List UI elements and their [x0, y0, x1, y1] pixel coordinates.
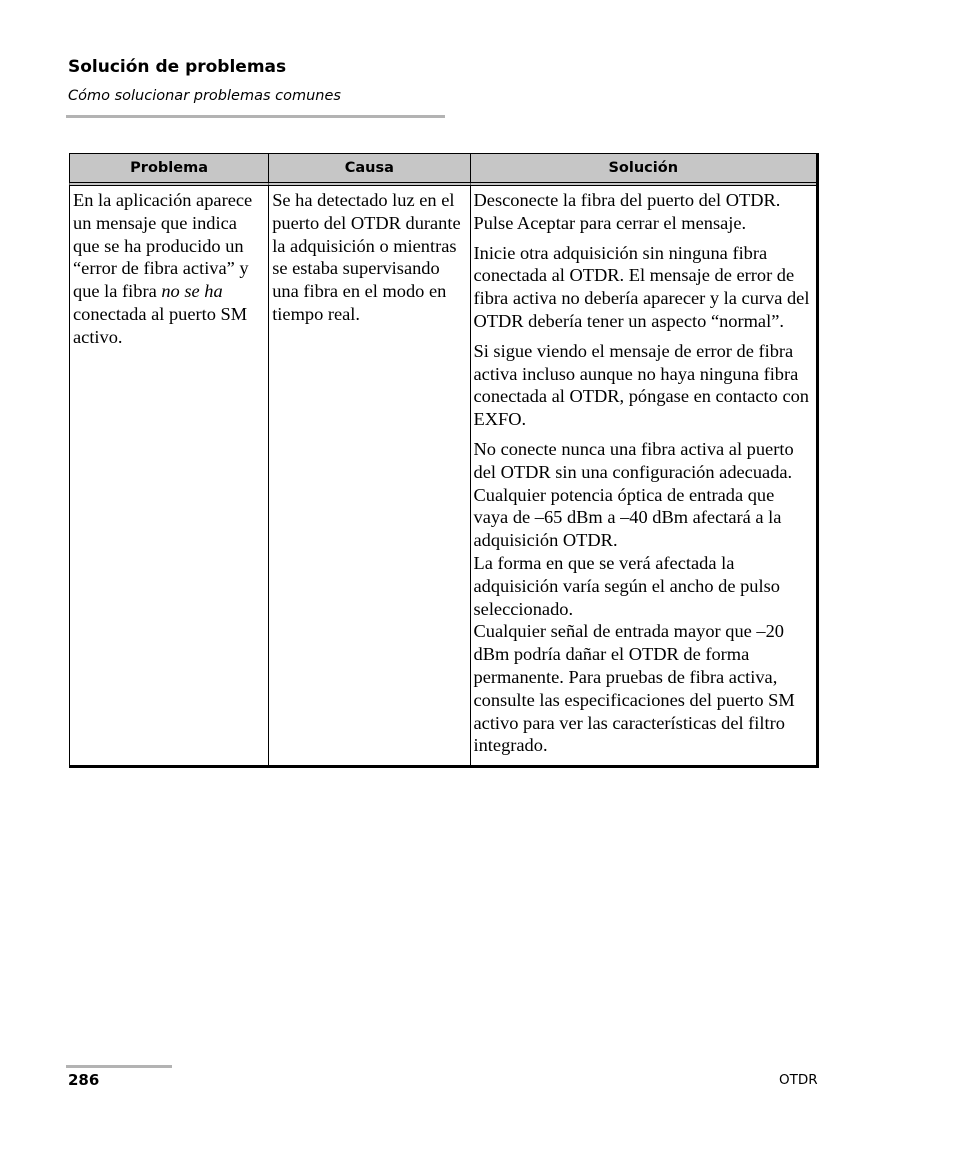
- header-solution: Solución: [470, 153, 817, 186]
- cause-cell: [268, 186, 469, 765]
- document-name: OTDR: [779, 1072, 818, 1088]
- section-subtitle: Cómo solucionar problemas comunes: [68, 88, 341, 104]
- solution-paragraph-4: [474, 438, 814, 757]
- solution-paragraph-1: Desconecte la fibra del puerto del OTDR. Pulse Aceptar para cerrar el mensaje.: [473, 190, 781, 233]
- solution-paragraph-3: Si sigue viendo el mensaje de error de fibra activa incluso aunque no haya ninguna fibra conectada al OTDR, póngase en contacto con EXFO.: [473, 340, 809, 430]
- cause-text: Se ha detectado luz en el puerto del OTDR durante la adquisición o mientras se estaba supervisando una fibra en el modo en tiempo real.: [272, 190, 461, 324]
- solution-warning-line: Cualquier señal de entrada mayor que –20 dBm podría dañar el OTDR de forma permanente. Para pruebas de fibra activa, consulte las especificaciones del puerto SM activo para ver las características del filtro integrado.: [473, 621, 795, 756]
- section-title: Solución de problemas: [68, 57, 287, 77]
- header-rule: [66, 115, 445, 118]
- header-problem: Problema: [69, 153, 268, 186]
- problem-text-emphasis: no se ha: [161, 281, 223, 302]
- solution-warning-line: Cualquier potencia óptica de entrada que vaya de –65 dBm a –40 dBm afectará a la adquisición OTDR.: [473, 484, 782, 551]
- table-row: [69, 186, 816, 765]
- problem-text-end: conectada al puerto SM activo.: [73, 303, 248, 347]
- problem-cell: [69, 186, 268, 765]
- troubleshooting-table: [69, 153, 819, 768]
- page-number: 286: [68, 1071, 100, 1089]
- table-header-row: [69, 153, 816, 186]
- solution-cell: [470, 186, 817, 765]
- solution-warning-line: La forma en que se verá afectada la adquisición varía según el ancho de pulso seleccionado.: [473, 552, 780, 619]
- problem-text-start: En la aplicación aparece un mensaje que indica que se ha producido un “error de fibra activa” y que la fibra: [73, 190, 253, 302]
- solution-paragraph-2: Inicie otra adquisición sin ninguna fibra conectada al OTDR. El mensaje de error de fibra activa no debería aparecer y la curva del OTDR debería tener un aspecto “normal”.: [473, 242, 810, 331]
- solution-warning-line: No conecte nunca una fibra activa al puerto del OTDR sin una configuración adecuada.: [473, 438, 794, 482]
- header-cause: Causa: [268, 153, 469, 186]
- footer-rule: [66, 1065, 172, 1068]
